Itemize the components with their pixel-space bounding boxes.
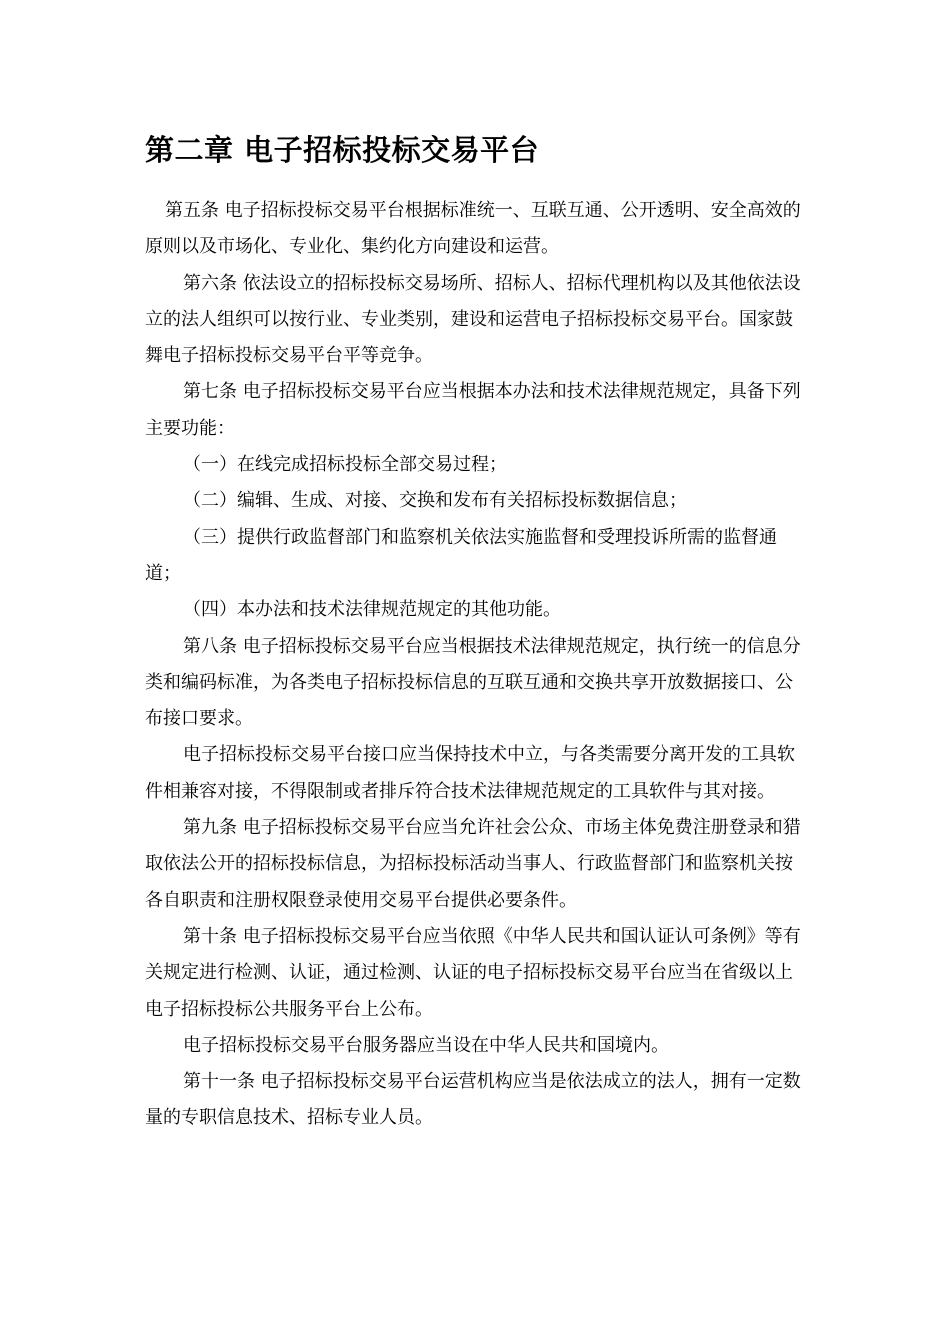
paragraph-function-2: （二）编辑、生成、对接、交换和发布有关招标投标数据信息； xyxy=(183,490,687,512)
paragraph-article-11: 第十一条 电子招标投标交易平台运营机构应当是依法成立的法人，拥有一定数量的专职信息技术、招标专业人员。 xyxy=(145,1071,801,1129)
paragraph-article-10-server: 电子招标投标交易平台服务器应当设在中华人民共和国境内。 xyxy=(183,1034,669,1056)
paragraph-article-5: 第五条 电子招标投标交易平台根据标准统一、互联互通、公开透明、安全高效的原则以及市场化、专业化、集约化方向建设和运营。 xyxy=(145,200,801,258)
paragraph-article-10: 第十条 电子招标投标交易平台应当依照《中华人民共和国认证认可条例》等有关规定进行检测、认证，通过检测、认证的电子招标投标交易平台应当在省级以上电子招标投标公共服务平台上公布。 xyxy=(145,925,801,1020)
paragraph-function-4: （四）本办法和技术法律规范规定的其他功能。 xyxy=(183,599,561,621)
paragraph-function-3: （三）提供行政监督部门和监察机关依法实施监督和受理投诉所需的监督通道； xyxy=(145,526,777,584)
paragraph-article-9: 第九条 电子招标投标交易平台应当允许社会公众、市场主体免费注册登录和猎取依法公开的招标投标信息，为招标投标活动当事人、行政监督部门和监察机关按各自职责和注册权限登录使用交易平台提供必要条件。 xyxy=(145,817,801,911)
paragraph-article-6: 第六条 依法设立的招标投标交易场所、招标人、招标代理机构以及其他依法设立的法人组织可以按行业、专业类别，建设和运营电子招标投标交易平台。国家鼓舞电子招标投标交易平台平等竞争。 xyxy=(145,272,801,367)
paragraph-article-8-interface: 电子招标投标交易平台接口应当保持技术中立，与各类需要分离开发的工具软件相兼容对接，不得限制或者排斥符合技术法律规范规定的工具软件与其对接。 xyxy=(145,744,795,802)
paragraph-function-1: （一）在线完成招标投标全部交易过程； xyxy=(183,454,507,476)
chapter-title: 第二章 电子招标投标交易平台 xyxy=(145,133,540,167)
paragraph-article-8: 第八条 电子招标投标交易平台应当根据技术法律规范规定，执行统一的信息分类和编码标准，为各类电子招标投标信息的互联互通和交换共享开放数据接口、公布接口要求。 xyxy=(145,635,801,730)
paragraph-article-7: 第七条 电子招标投标交易平台应当根据本办法和技术法律规范规定，具备下列主要功能： xyxy=(145,381,801,439)
document-body xyxy=(145,193,810,1137)
